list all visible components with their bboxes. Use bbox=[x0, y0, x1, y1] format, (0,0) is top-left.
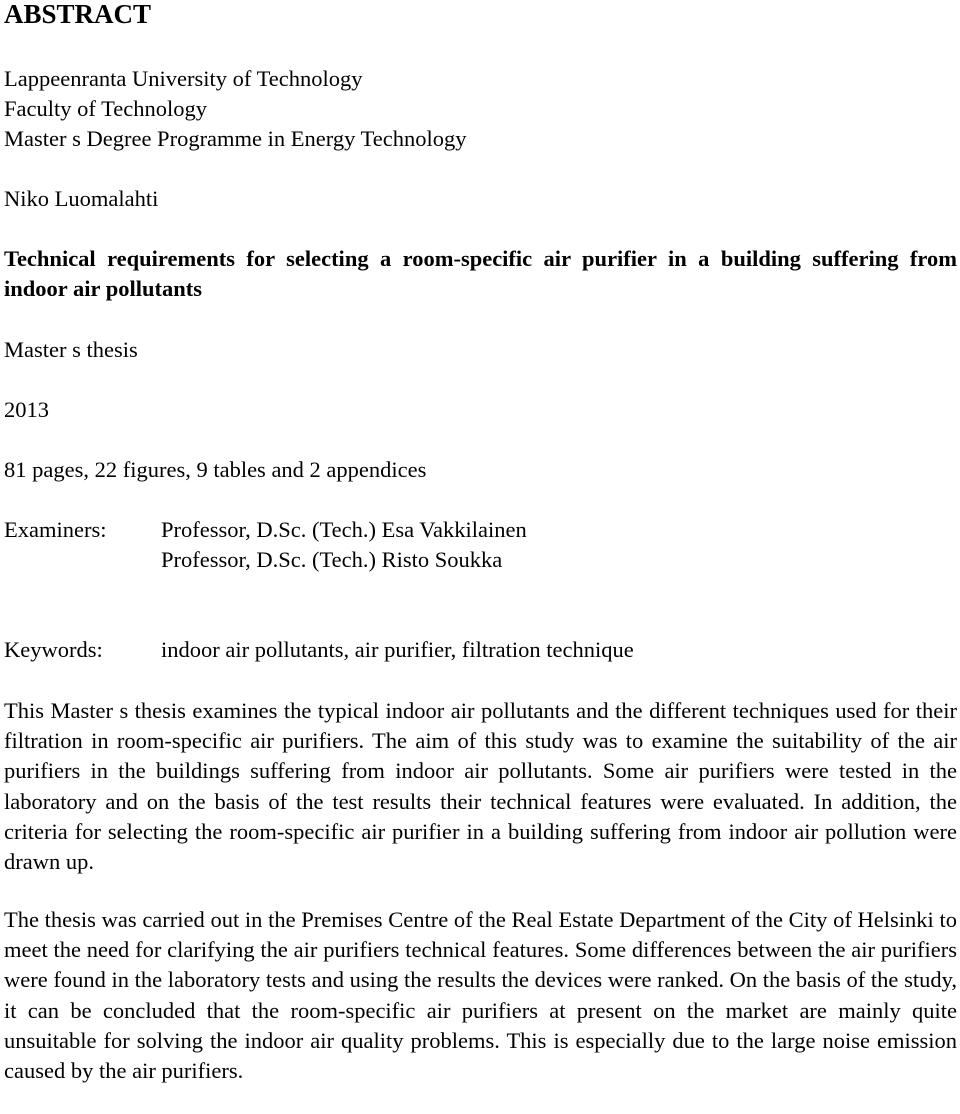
examiners-label: Examiners: bbox=[4, 517, 107, 542]
thesis-type: Master s thesis bbox=[4, 337, 138, 362]
university-name: Lappeenranta University of Technology bbox=[4, 66, 363, 91]
programme-name: Master s Degree Programme in Energy Technology bbox=[4, 126, 467, 151]
keywords-label: Keywords: bbox=[4, 637, 103, 662]
examiner-2: Professor, D.Sc. (Tech.) Risto Soukka bbox=[161, 547, 503, 572]
thesis-extent: 81 pages, 22 figures, 9 tables and 2 appendices bbox=[4, 457, 427, 482]
author-name: Niko Luomalahti bbox=[4, 186, 159, 211]
faculty-name: Faculty of Technology bbox=[4, 96, 207, 121]
thesis-title: Technical requirements for selecting a room-specific air purifier in a building suffering from indoor air pollutants bbox=[4, 246, 957, 301]
thesis-year: 2013 bbox=[4, 397, 49, 422]
page-heading: ABSTRACT bbox=[4, 0, 152, 29]
examiner-1: Professor, D.Sc. (Tech.) Esa Vakkilainen bbox=[161, 517, 527, 542]
abstract-paragraph-1: This Master s thesis examines the typical indoor air pollutants and the different techniques used for their filtration in room-specific air purifiers. The aim of this study was to examine the suitability of the air purifiers in the buildings suffering from indoor air pollutants. Some air purifiers were tested in the laboratory and on the basis of the test results their technical features were evaluated. In addition, the criteria for selecting the room-specific air purifier in a building suffering from indoor air pollution were drawn up. bbox=[4, 698, 957, 875]
keywords-value: indoor air pollutants, air purifier, filtration technique bbox=[161, 637, 634, 662]
abstract-paragraph-2: The thesis was carried out in the Premises Centre of the Real Estate Department of the City of Helsinki to meet the need for clarifying the air purifiers technical features. Some differences between the air purifiers were found in the laboratory tests and using the results the devices were ranked. On the basis of the study, it can be concluded that the room-specific air purifiers at present on the market are mainly quite unsuitable for solving the indoor air quality problems. This is especially due to the large noise emission caused by the air purifiers. bbox=[4, 907, 957, 1084]
